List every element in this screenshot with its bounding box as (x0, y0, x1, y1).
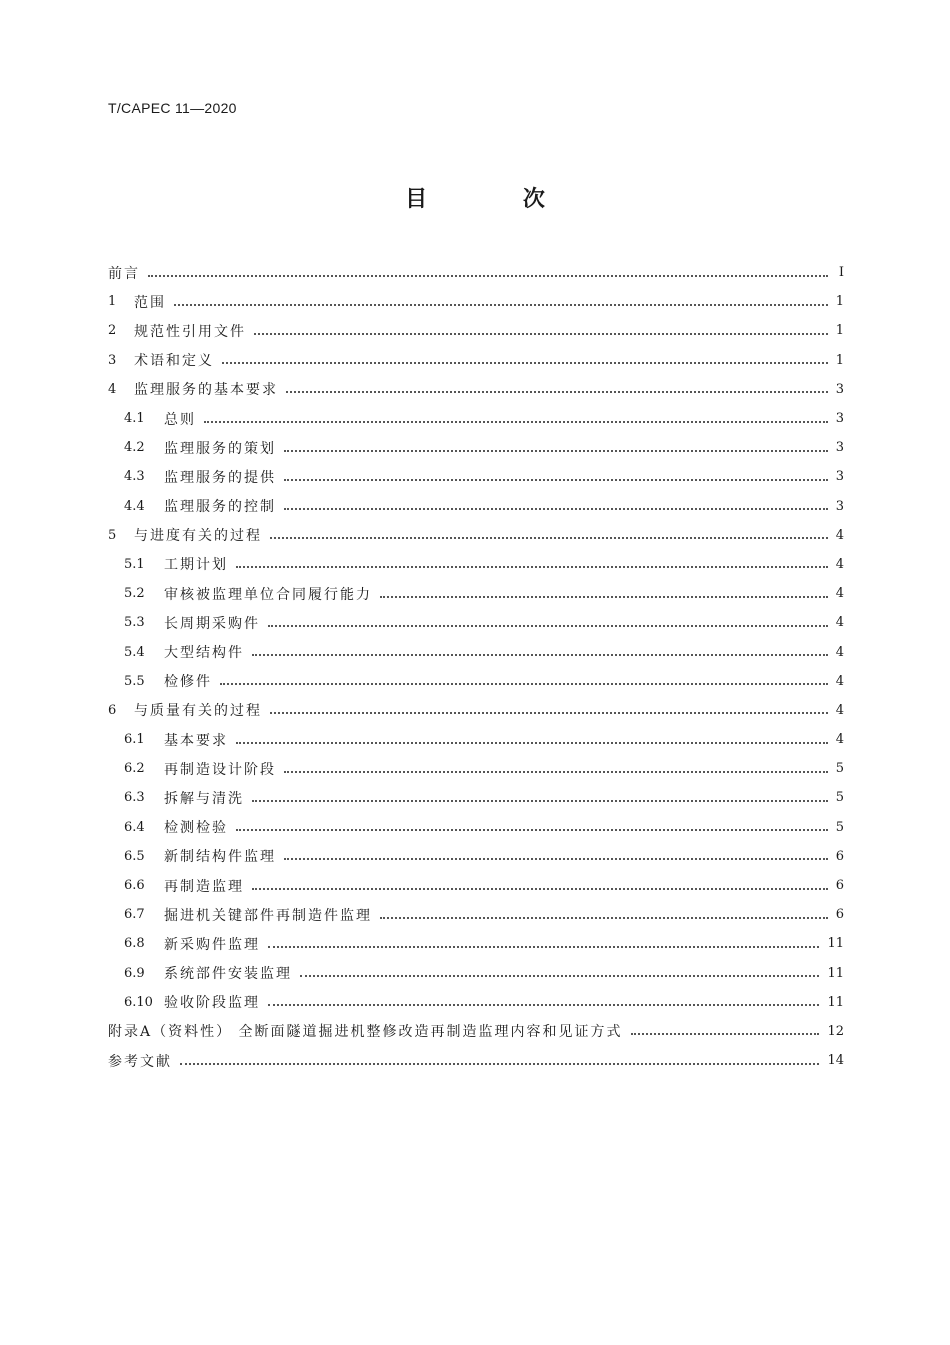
toc-entry-page-number: 4 (835, 586, 844, 602)
dot-leader (270, 712, 828, 714)
dot-leader (180, 1063, 819, 1065)
toc-entry-number: 3 (108, 352, 117, 368)
toc-entry-page-number: 5 (835, 790, 844, 806)
toc-entry-number: 6.7 (124, 907, 145, 923)
toc-entry-label: 监理服务的控制 (164, 499, 276, 516)
toc-entry[interactable] (108, 959, 844, 988)
dot-leader (284, 479, 828, 481)
toc-entry-label: 监理服务的策划 (164, 440, 276, 457)
toc-entry[interactable] (108, 637, 844, 666)
toc-entry-label: 范围 (134, 294, 166, 311)
toc-entry-page-number: 11 (827, 994, 844, 1010)
toc-entry-label: 附录A（资料性） 全断面隧道掘进机整修改造再制造监理内容和见证方式 (108, 1024, 623, 1041)
toc-entry-number: 6.6 (124, 878, 145, 894)
toc-entry-page-number: 14 (827, 1053, 844, 1069)
toc-entry[interactable] (108, 462, 844, 491)
toc-entry[interactable] (108, 346, 844, 375)
toc-entry[interactable] (108, 813, 844, 842)
dot-leader (252, 654, 828, 656)
toc-entry-label: 大型结构件 (164, 645, 244, 662)
toc-entry-label: 监理服务的基本要求 (134, 382, 278, 399)
toc-entry-number: 4.3 (124, 469, 145, 485)
dot-leader (204, 421, 828, 423)
toc-entry-number: 6.8 (124, 936, 145, 952)
toc-entry-number: 6.9 (124, 965, 145, 981)
toc-entry-label: 新制结构件监理 (164, 849, 276, 866)
document-code: T/CAPEC 11—2020 (108, 100, 237, 116)
toc-entry[interactable] (108, 492, 844, 521)
toc-entry-label: 新采购件监理 (164, 936, 260, 953)
dot-leader (222, 362, 828, 364)
toc-entry-page-number: 4 (835, 556, 844, 572)
toc-entry-label: 审核被监理单位合同履行能力 (164, 586, 372, 603)
toc-entry-number: 2 (108, 323, 117, 339)
toc-entry-page-number: 11 (827, 936, 844, 952)
toc-entry[interactable] (108, 608, 844, 637)
toc-entry-label: 规范性引用文件 (134, 323, 246, 340)
dot-leader (174, 304, 828, 306)
toc-entry[interactable] (108, 929, 844, 958)
toc-entry[interactable] (108, 783, 844, 812)
dot-leader (380, 596, 828, 598)
toc-entry-number: 6.10 (124, 994, 153, 1010)
toc-entry-page-number: 1 (835, 352, 844, 368)
dot-leader (252, 800, 828, 802)
toc-entry[interactable] (108, 433, 844, 462)
toc-entry[interactable] (108, 725, 844, 754)
toc-entry-number: 5 (108, 527, 117, 543)
toc-entry-page-number: 1 (835, 323, 844, 339)
toc-entry-page-number: Ⅰ (838, 265, 844, 281)
toc-entry[interactable] (108, 287, 844, 316)
toc-entry-page-number: 4 (835, 702, 844, 718)
toc-entry-number: 5.5 (124, 673, 145, 689)
toc-entry[interactable] (108, 667, 844, 696)
toc-entry[interactable] (108, 988, 844, 1017)
toc-entry-label: 长周期采购件 (164, 615, 260, 632)
dot-leader (270, 537, 828, 539)
toc-entry-label: 参考文献 (108, 1053, 172, 1070)
toc-entry-label: 再制造设计阶段 (164, 761, 276, 778)
toc-entry-page-number: 4 (835, 732, 844, 748)
dot-leader (284, 771, 828, 773)
dot-leader (236, 742, 828, 744)
toc-entry[interactable] (108, 871, 844, 900)
dot-leader (268, 1004, 819, 1006)
toc-entry-label: 系统部件安装监理 (164, 966, 292, 983)
toc-entry-page-number: 6 (835, 878, 844, 894)
toc-entry-page-number: 5 (835, 819, 844, 835)
toc-entry-page-number: 3 (835, 498, 844, 514)
toc-entry-page-number: 11 (827, 965, 844, 981)
dot-leader (284, 508, 828, 510)
dot-leader (268, 625, 828, 627)
toc-entry-label: 检修件 (164, 674, 212, 691)
toc-entry-label: 拆解与清洗 (164, 790, 244, 807)
toc-entry-label: 检测检验 (164, 820, 228, 837)
dot-leader (220, 683, 828, 685)
toc-entry-number: 1 (108, 294, 117, 310)
toc-entry[interactable] (108, 1046, 844, 1075)
dot-leader (236, 829, 828, 831)
toc-entry-number: 6.4 (124, 819, 145, 835)
toc-entry-number: 6.2 (124, 761, 145, 777)
dot-leader (268, 946, 819, 948)
toc-entry[interactable] (108, 404, 844, 433)
toc-title: 目 次 (405, 187, 589, 212)
toc-entry[interactable] (108, 754, 844, 783)
toc-entry-label: 总则 (164, 411, 196, 428)
dot-leader (254, 333, 828, 335)
toc-entry-label: 前言 (108, 265, 140, 282)
toc-entry-page-number: 1 (835, 294, 844, 310)
toc-entry[interactable] (108, 696, 844, 725)
dot-leader (284, 450, 828, 452)
toc-entry-number: 6 (108, 702, 117, 718)
dot-leader (380, 917, 828, 919)
toc-entry-page-number: 3 (835, 440, 844, 456)
dot-leader (284, 858, 828, 860)
dot-leader (286, 391, 828, 393)
toc-entry-label: 术语和定义 (134, 353, 214, 370)
toc-entry-number: 6.1 (124, 732, 145, 748)
toc-entry-label: 验收阶段监理 (164, 995, 260, 1012)
toc-entry-number: 5.4 (124, 644, 145, 660)
toc-entry-page-number: 4 (835, 615, 844, 631)
toc-entry[interactable] (108, 258, 844, 287)
toc-entry[interactable] (108, 579, 844, 608)
toc-entry[interactable] (108, 521, 844, 550)
toc-entry[interactable] (108, 316, 844, 345)
toc-entry-page-number: 12 (827, 1023, 844, 1039)
toc-entry-number: 5.2 (124, 586, 145, 602)
dot-leader (148, 275, 828, 277)
toc-entry-number: 6.3 (124, 790, 145, 806)
toc-entry-label: 掘进机关键部件再制造件监理 (164, 907, 372, 924)
dot-leader (300, 975, 819, 977)
toc-entry-label: 基本要求 (164, 732, 228, 749)
toc-entry-number: 4.1 (124, 411, 145, 427)
toc-entry-number: 6.5 (124, 848, 145, 864)
toc-entry-page-number: 6 (835, 848, 844, 864)
toc-entry-page-number: 3 (835, 411, 844, 427)
toc-entry-label: 与质量有关的过程 (134, 703, 262, 720)
toc-entry-page-number: 4 (835, 644, 844, 660)
dot-leader (631, 1033, 820, 1035)
toc-entry-page-number: 3 (835, 469, 844, 485)
toc-entry-number: 4.2 (124, 440, 145, 456)
toc-entry-number: 4.4 (124, 498, 145, 514)
toc-entry[interactable] (108, 900, 844, 929)
toc-entry[interactable] (108, 375, 844, 404)
dot-leader (252, 888, 828, 890)
toc-entry-page-number: 3 (835, 381, 844, 397)
toc-entry[interactable] (108, 1017, 844, 1046)
toc-entry-label: 工期计划 (164, 557, 228, 574)
toc-entry-label: 再制造监理 (164, 878, 244, 895)
toc-entry-page-number: 5 (835, 761, 844, 777)
toc-entry-number: 5.1 (124, 556, 145, 572)
toc-entry-label: 与进度有关的过程 (134, 528, 262, 545)
toc-entry-page-number: 6 (835, 907, 844, 923)
toc-entry-page-number: 4 (835, 673, 844, 689)
dot-leader (236, 566, 828, 568)
toc-entry-number: 5.3 (124, 615, 145, 631)
toc-entry-page-number: 4 (835, 527, 844, 543)
toc-entry-number: 4 (108, 381, 117, 397)
toc-entry[interactable] (108, 842, 844, 871)
toc-entry[interactable] (108, 550, 844, 579)
toc-entry-label: 监理服务的提供 (164, 469, 276, 486)
table-of-contents (108, 258, 844, 1075)
